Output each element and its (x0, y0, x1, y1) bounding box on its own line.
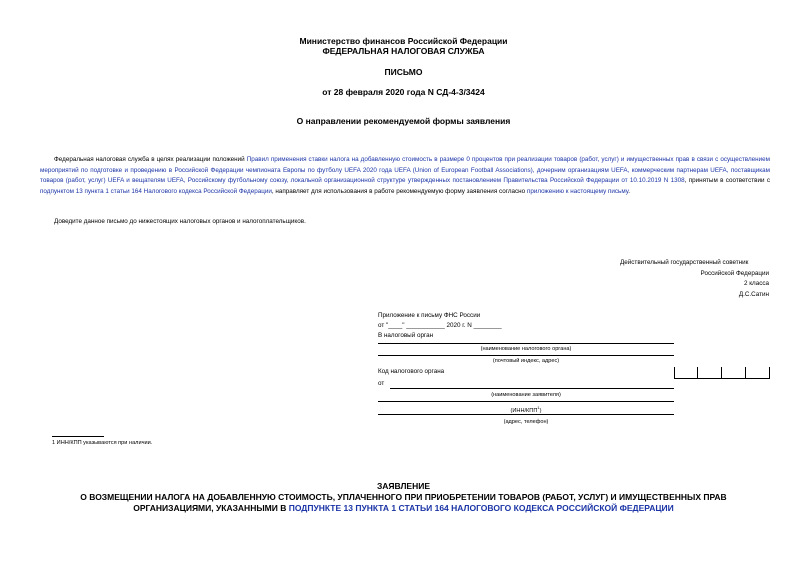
address-line[interactable] (378, 414, 674, 415)
statement-line-2-text: ОРГАНИЗАЦИЯМИ, УКАЗАННЫМИ В (133, 503, 289, 513)
applicant-caption: (наименование заявителя) (491, 392, 561, 398)
body-paragraph-2: Доведите данное письмо до нижестоящих налоговых органов и налогоплательщиков. (54, 218, 306, 225)
signer-title-2: Российской Федерации (700, 269, 769, 277)
inn-caption-close: ) (539, 407, 542, 414)
appendix-label: Приложение к письму ФНС России (378, 312, 481, 319)
inn-footnote-ref: 1 (537, 405, 540, 410)
body-paragraph-1 (40, 155, 770, 197)
tax-authority-label: В налоговый орган (378, 332, 434, 339)
signer-class: 2 класса (743, 280, 769, 287)
code-box-1[interactable] (674, 367, 675, 379)
document-type: ПИСЬМО (384, 67, 423, 77)
p1-text-2: , принятым в соответствии с (684, 177, 770, 184)
statement-title: ЗАЯВЛЕНИЕ (376, 481, 431, 491)
appendix-date: от "____" ___________ 2020 г. N ________ (378, 322, 502, 329)
from-label: от (378, 380, 385, 387)
appendix-link[interactable]: приложению к настоящему письму (526, 187, 629, 195)
statement-tax-code-link[interactable]: ПОДПУНКТЕ 13 ПУНКТА 1 СТАТЬИ 164 НАЛОГОВОГО КОДЕКСА РОССИЙСКОЙ ФЕДЕРАЦИИ (288, 503, 674, 513)
postal-address-line[interactable] (378, 355, 674, 356)
code-box-3[interactable] (721, 367, 722, 379)
footnote-marker: 1 (52, 440, 56, 446)
applicant-line[interactable] (390, 388, 674, 389)
rules-link[interactable]: Правил применения ставки налога на добавленную стоимость в размере 0 процентов при реализации товаров (работ, услуг) и имущественных прав в связи с осуществлением мероприятий по подготовке и проведению в Российской Федерации чемпионата Европы по футболу UEFA 2020 года UEFA (Union of European Football Associations), дочерним организациям UEFA, коммерческим партнерам UEFA, поставщикам товаров (работ, услуг) UEFA и вещателям UEFA, Российскому футбольному союзу, локальной организационной структуре утвержденных постановлением Правительства Российской Федерации от 10.10.2019 N 1308 (40, 156, 770, 184)
footnote-divider (52, 436, 104, 437)
ministry-title: Министерство финансов Российской Федерации (299, 36, 508, 46)
tax-authority-line[interactable] (378, 343, 674, 344)
p1-text-3: , направляет для использования в работе рекомендуемую форму заявления согласно (271, 187, 527, 195)
tax-code-link[interactable]: подпунктом 13 пункта 1 статьи 164 Налогового кодекса Российской Федерации (40, 187, 272, 195)
footnote-text: ИНН/КПП указываются при наличии. (55, 440, 153, 446)
signer-name: Д.С.Сатин (738, 290, 769, 298)
p1-text-1: Федеральная налоговая служба в целях реализации положений (54, 156, 247, 163)
postal-caption: (почтовый индекс, адрес) (492, 358, 560, 364)
footnote (52, 440, 152, 447)
service-title: ФЕДЕРАЛЬНАЯ НАЛОГОВАЯ СЛУЖБА (322, 46, 485, 56)
code-box-4[interactable] (745, 367, 746, 379)
statement-line-2 (0, 503, 807, 513)
p1-text-4: . (628, 187, 630, 195)
signer-title-1: Действительный государственный советник (620, 259, 749, 266)
address-caption: (адрес, телефон) (503, 419, 549, 425)
document-date-number: от 28 февраля 2020 года N СД-4-3/3424 (322, 87, 485, 97)
code-box-end (769, 367, 770, 379)
inn-caption-text: (ИНН/КПП (510, 407, 538, 414)
tax-authority-caption: (наименование налогового органа) (480, 346, 572, 352)
code-box-2[interactable] (697, 367, 698, 379)
tax-authority-code-label: Код налогового органа (378, 368, 445, 375)
signature-block (560, 258, 769, 300)
statement-line-1: О ВОЗМЕЩЕНИИ НАЛОГА НА ДОБАВЛЕННУЮ СТОИМОСТЬ, УПЛАЧЕННОГО ПРИ ПРИОБРЕТЕНИИ ТОВАРОВ (РАБОТ, УСЛУГ) И ИМУЩЕСТВЕННЫХ ПРАВ (80, 492, 727, 502)
inn-line[interactable] (378, 401, 674, 402)
document-subject: О направлении рекомендуемой формы заявления (296, 116, 511, 126)
